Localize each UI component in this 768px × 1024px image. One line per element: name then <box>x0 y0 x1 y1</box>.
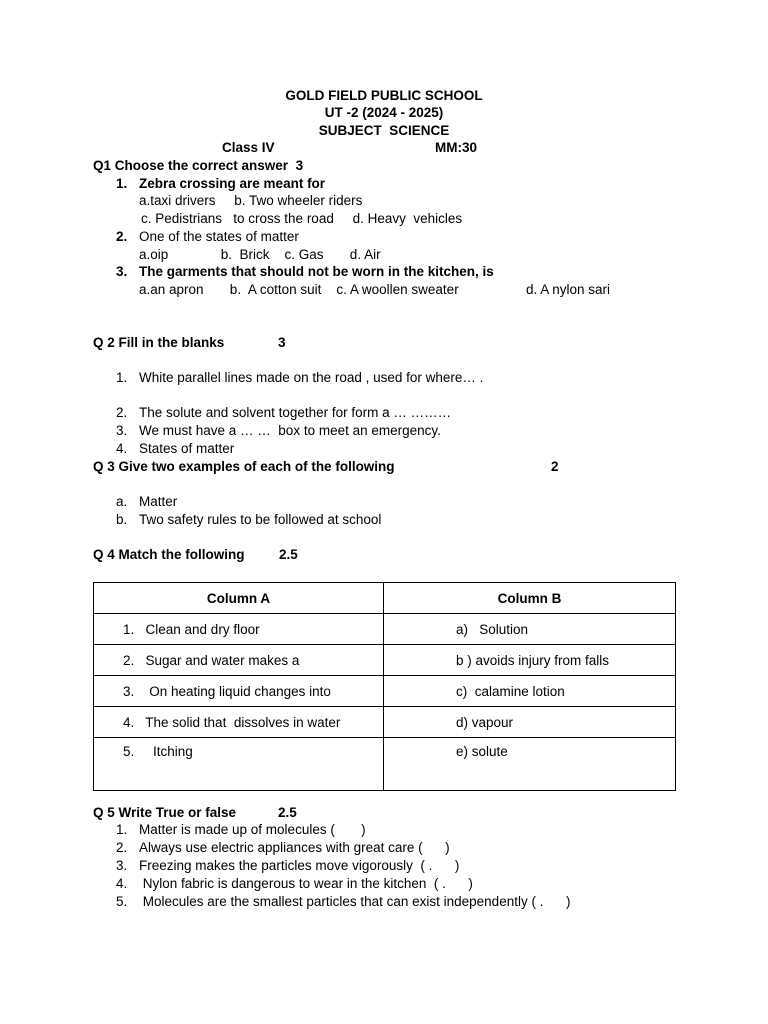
q5-item-number: 2. <box>116 840 128 855</box>
q3-title: Q 3 Give two examples of each of the following <box>93 459 395 474</box>
class-label: Class IV <box>222 140 275 155</box>
table-row <box>94 707 676 738</box>
q5-item-number: 5. <box>116 894 128 909</box>
q5-title: Q 5 Write True or false <box>93 805 237 820</box>
column-a-cell: 2. Sugar and water makes a <box>94 645 384 676</box>
q1-options: d. A nylon sari <box>526 282 611 297</box>
column-b-cell: d) vapour <box>384 707 676 738</box>
q2-item-number: 1. <box>116 370 128 385</box>
q5-item: Freezing makes the particles move vigorously ( . ) <box>139 858 460 873</box>
q4-title: Q 4 Match the following <box>93 547 245 562</box>
column-a-cell: 4. The solid that dissolves in water <box>94 707 384 738</box>
q1-options: a.oip b. Brick c. Gas d. Air <box>139 247 381 262</box>
column-b-header: Column B <box>384 583 676 614</box>
q1-item-number: 2. <box>116 229 128 244</box>
column-a-cell: 3. On heating liquid changes into <box>94 676 384 707</box>
q5-item: Always use electric appliances with great care ( ) <box>139 840 450 855</box>
q3-item: Matter <box>139 494 178 509</box>
q5-item-number: 4. <box>116 876 128 891</box>
q3-item-letter: b. <box>116 512 128 527</box>
table-row <box>94 738 676 791</box>
column-a-header: Column A <box>94 583 384 614</box>
q2-item: White parallel lines made on the road , used for where… . <box>139 370 484 385</box>
q2-item-number: 3. <box>116 423 128 438</box>
table-row <box>94 645 676 676</box>
q2-item-number: 2. <box>116 405 128 420</box>
q5-item: Nylon fabric is dangerous to wear in the kitchen ( . ) <box>139 876 473 891</box>
column-a-cell: 1. Clean and dry floor <box>94 614 384 645</box>
q1-question: One of the states of matter <box>139 229 299 244</box>
q5-item-number: 1. <box>116 822 128 837</box>
test-title: UT -2 (2024 - 2025) <box>324 105 444 120</box>
q1-options: a.an apron b. A cotton suit c. A woollen sweater <box>139 282 459 297</box>
q5-item: Molecules are the smallest particles that can exist independently ( . ) <box>139 894 571 909</box>
q2-title: Q 2 Fill in the blanks <box>93 335 225 350</box>
q2-item-number: 4. <box>116 441 128 456</box>
table-row <box>94 676 676 707</box>
table-header-row <box>94 583 676 614</box>
q2-item: States of matter <box>139 441 235 456</box>
q1-options: c. Pedistrians to cross the road d. Heavy vehicles <box>141 211 463 226</box>
q3-marks: 2 <box>551 459 559 474</box>
q5-marks: 2.5 <box>278 805 297 820</box>
q1-question: The garments that should not be worn in the kitchen, is <box>139 264 494 279</box>
max-marks: MM:30 <box>435 140 478 155</box>
q2-item: The solute and solvent together for form a … ……… <box>139 405 452 420</box>
q5-item: Matter is made up of molecules ( ) <box>139 822 366 837</box>
column-b-cell: b ) avoids injury from falls <box>384 645 676 676</box>
q1-item-number: 3. <box>116 264 128 279</box>
q2-item: We must have a … … box to meet an emergency. <box>139 423 441 438</box>
column-b-cell: a) Solution <box>384 614 676 645</box>
match-table <box>93 582 676 791</box>
column-b-cell: e) solute <box>384 738 676 791</box>
school-name: GOLD FIELD PUBLIC SCHOOL <box>285 88 483 103</box>
q4-marks: 2.5 <box>279 547 298 562</box>
q5-item-number: 3. <box>116 858 128 873</box>
table-row <box>94 614 676 645</box>
q1-title: Q1 Choose the correct answer 3 <box>93 158 304 173</box>
q1-item-number: 1. <box>116 176 128 191</box>
q1-question: Zebra crossing are meant for <box>139 176 326 191</box>
q3-item: Two safety rules to be followed at school <box>139 512 382 527</box>
subject-title: SUBJECT SCIENCE <box>318 123 450 138</box>
q2-marks: 3 <box>278 335 286 350</box>
q3-item-letter: a. <box>116 494 128 509</box>
q1-options: a.taxi drivers b. Two wheeler riders <box>139 193 363 208</box>
column-a-cell: 5. Itching <box>94 738 384 791</box>
column-b-cell: c) calamine lotion <box>384 676 676 707</box>
